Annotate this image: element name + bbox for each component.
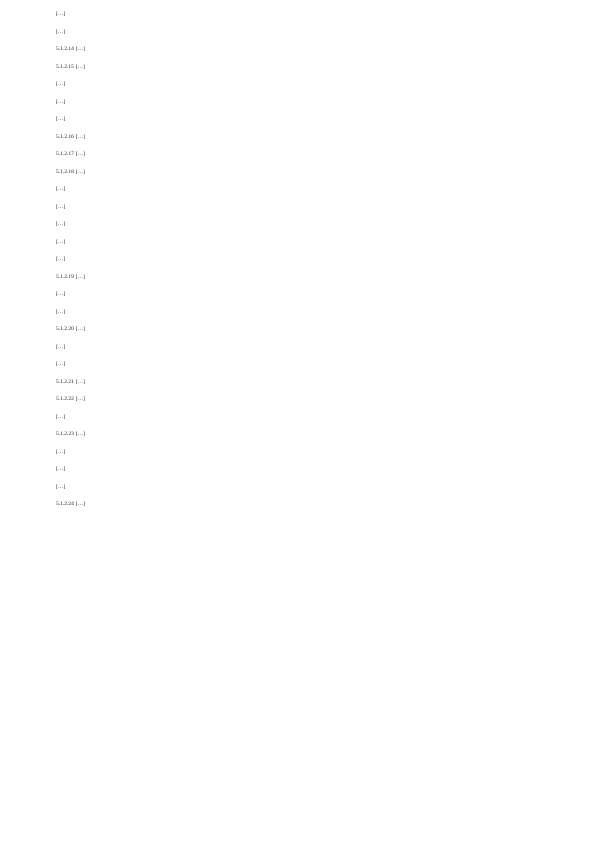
paragraph-10: 5.1.2.18 […]	[56, 168, 85, 175]
paragraph-8: 5.1.2.16 […]	[56, 133, 85, 140]
paragraph-12: […]	[56, 203, 66, 210]
paragraph-13: […]	[56, 221, 66, 227]
paragraph-19: 5.1.2.20 […]	[56, 326, 85, 332]
paragraph-5: […]	[56, 81, 66, 87]
paragraph-17: […]	[56, 291, 66, 297]
paragraph-7: […]	[56, 116, 66, 122]
paragraph-11: […]	[56, 186, 66, 192]
paragraph-14: […]	[56, 238, 66, 245]
paragraph-16: 5.1.2.19 […]	[56, 273, 85, 280]
paragraph-9: 5.1.2.17 […]	[56, 151, 85, 157]
paragraph-23: 5.1.2.22 […]	[56, 396, 85, 402]
paragraph-4: 5.1.2.15 […]	[56, 63, 85, 70]
paragraph-27: […]	[56, 466, 66, 472]
document-body	[56, 10, 539, 515]
paragraph-26: […]	[56, 448, 66, 455]
paragraph-22: 5.1.2.21 […]	[56, 378, 85, 385]
paragraph-6: […]	[56, 98, 66, 105]
paragraph-20: […]	[56, 343, 66, 350]
paragraph-25: 5.1.2.23 […]	[56, 431, 85, 437]
paragraph-18: […]	[56, 308, 66, 315]
paragraph-2: […]	[56, 28, 66, 35]
paragraph-3: 5.1.2.14 […]	[56, 46, 85, 52]
paragraph-21: […]	[56, 361, 66, 367]
paragraph-15: […]	[56, 256, 66, 262]
paragraph-1: […]	[56, 11, 66, 17]
paragraph-28: […]	[56, 483, 66, 490]
paragraph-24: […]	[56, 413, 66, 420]
paragraph-29: 5.1.2.24 […]	[56, 501, 85, 507]
